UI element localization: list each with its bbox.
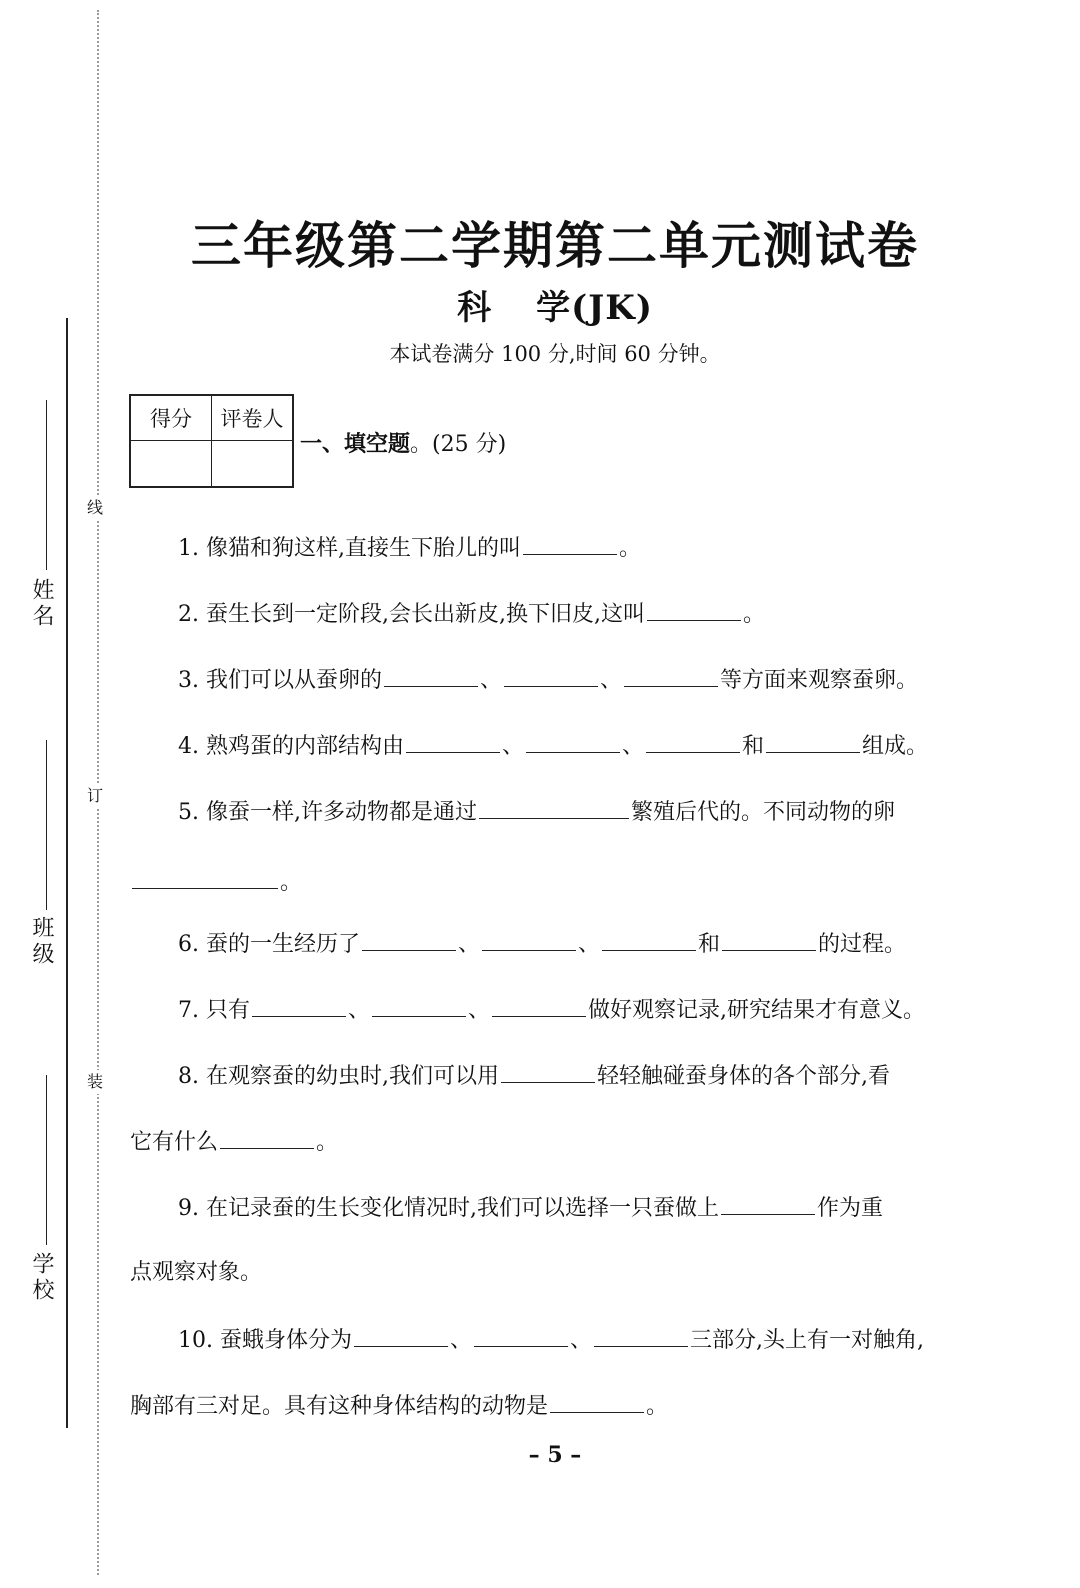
answer-blank[interactable]	[362, 928, 456, 951]
answer-blank[interactable]	[526, 730, 620, 753]
answer-blank[interactable]	[220, 1126, 314, 1149]
answer-blank[interactable]	[646, 730, 740, 753]
answer-blank[interactable]	[624, 664, 718, 687]
answer-blank[interactable]	[479, 796, 629, 819]
section-heading	[300, 427, 506, 458]
score-cell[interactable]	[130, 441, 212, 488]
page-title: 三年级第二学期第二单元测试卷	[191, 216, 919, 275]
question-2: 2. 蚕生长到一定阶段,会长出新皮,换下旧皮,这叫 。	[178, 598, 765, 630]
binding-mark-ding: 订	[87, 784, 103, 808]
answer-blank[interactable]	[492, 994, 586, 1017]
answer-blank[interactable]	[482, 928, 576, 951]
answer-blank[interactable]	[384, 664, 478, 687]
section-number: 一、	[300, 431, 345, 457]
answer-blank[interactable]	[372, 994, 466, 1017]
question-8: 8. 在观察蚕的幼虫时,我们可以用 轻轻触碰蚕身体的各个部分,看	[178, 1060, 890, 1092]
school-label: 学校	[29, 1252, 54, 1304]
class-label: 班级	[29, 916, 54, 968]
answer-blank[interactable]	[406, 730, 500, 753]
answer-blank[interactable]	[252, 994, 346, 1017]
answer-blank[interactable]	[132, 866, 278, 889]
answer-blank[interactable]	[722, 928, 816, 951]
class-blank[interactable]	[46, 740, 47, 910]
question-5: 5. 像蚕一样,许多动物都是通过 繁殖后代的。不同动物的卵	[178, 796, 895, 828]
question-1: 1. 像猫和狗这样,直接生下胎儿的叫 。	[178, 532, 641, 564]
question-4: 4. 熟鸡蛋的内部结构由 、 、 和 组成。	[178, 730, 928, 762]
score-label: 得分	[130, 395, 212, 441]
subject-heading	[0, 280, 1080, 329]
answer-blank[interactable]	[721, 1192, 815, 1215]
name-blank[interactable]	[46, 400, 47, 570]
answer-blank[interactable]	[501, 1060, 595, 1083]
page-number: – 5 –	[528, 1442, 582, 1468]
school-blank[interactable]	[46, 1075, 47, 1245]
binding-mark-xian: 线	[87, 496, 103, 520]
answer-blank[interactable]	[354, 1324, 448, 1347]
question-8-cont: 它有什么 。	[130, 1126, 338, 1158]
question-9: 9. 在记录蚕的生长变化情况时,我们可以选择一只蚕做上 作为重	[178, 1192, 883, 1224]
subject-part1: 科	[457, 288, 493, 328]
answer-blank[interactable]	[550, 1390, 644, 1413]
question-6: 6. 蚕的一生经历了 、 、 和 的过程。	[178, 928, 906, 960]
section-points: 。(25 分)	[410, 432, 507, 457]
question-3: 3. 我们可以从蚕卵的 、 、 等方面来观察蚕卵。	[178, 664, 918, 696]
binding-mark-zhuang: 装	[87, 1070, 103, 1094]
answer-blank[interactable]	[523, 532, 617, 555]
subject-part2: 学(JK)	[536, 288, 653, 328]
question-10-cont: 胸部有三对足。具有这种身体结构的动物是 。	[130, 1390, 668, 1422]
name-label: 姓名	[29, 578, 54, 630]
answer-blank[interactable]	[594, 1324, 688, 1347]
answer-blank[interactable]	[766, 730, 860, 753]
section-name: 填空题	[344, 431, 411, 457]
answer-blank[interactable]	[647, 598, 741, 621]
question-9-cont: 点观察对象。	[130, 1260, 263, 1285]
question-10: 10. 蚕蛾身体分为 、 、 三部分,头上有一对触角,	[178, 1324, 924, 1356]
question-7: 7. 只有 、 、 做好观察记录,研究结果才有意义。	[178, 994, 925, 1026]
exam-note: 本试卷满分 100 分,时间 60 分钟。	[389, 342, 721, 366]
binding-solid-line	[66, 318, 68, 1428]
grader-label: 评卷人	[212, 395, 294, 441]
answer-blank[interactable]	[504, 664, 598, 687]
question-5-cont: 。	[130, 866, 302, 898]
answer-blank[interactable]	[602, 928, 696, 951]
grader-cell[interactable]	[212, 441, 294, 488]
answer-blank[interactable]	[474, 1324, 568, 1347]
score-table	[129, 394, 294, 488]
